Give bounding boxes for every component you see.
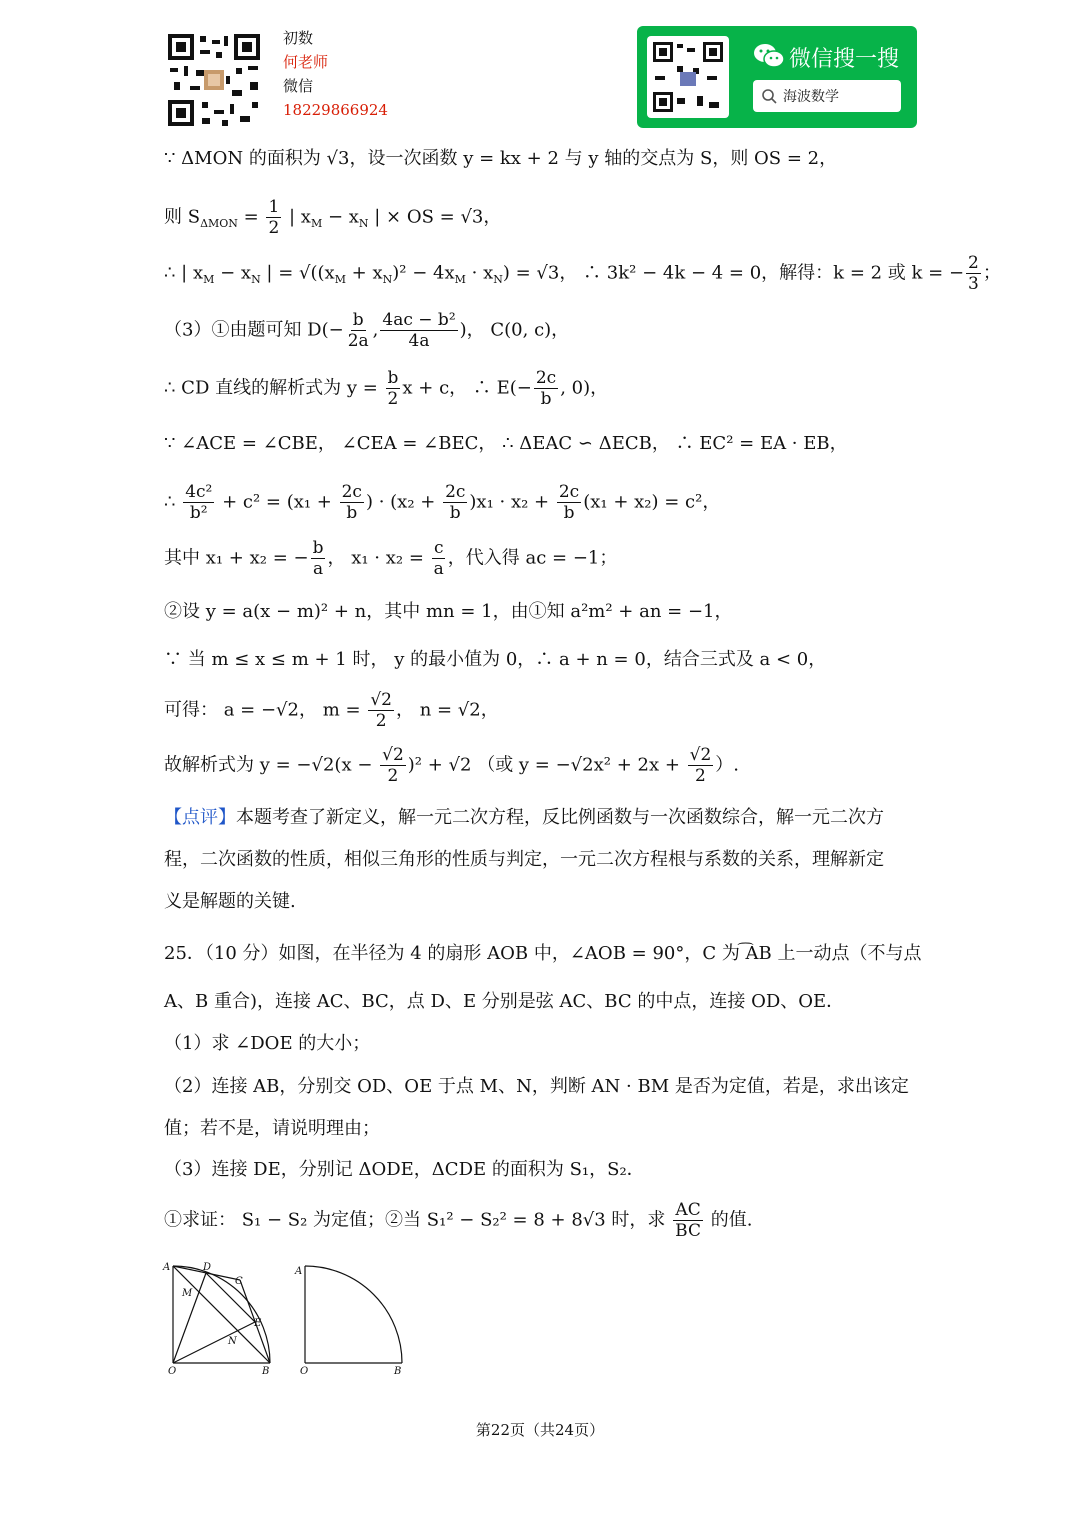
solution-line-6: ∵ ∠ACE = ∠CBE， ∠CEA = ∠BEC， ∴ ΔEAC ∽ ΔECB， ∴ EC² = EA · EB，: [164, 433, 848, 454]
fraction-two-thirds: $\frac{2}{3}$: [968, 253, 979, 294]
fig1-label-c: C: [235, 1276, 243, 1287]
question-line-3: （1）求 ∠DOE 的大小；: [164, 1033, 371, 1054]
fraction-2c-b-b: $\frac{2c}{b}$: [445, 482, 466, 523]
solution-line-5: ∴ CD 直线的解析式为 y = $\frac{b}{2}$ x + c， ∴ E(− $\frac{2c}{b}$ , 0)，: [164, 368, 609, 409]
fig2-label-a: A: [295, 1266, 303, 1277]
contact-line-3: 微信: [283, 77, 314, 95]
fig1-label-d: D: [203, 1262, 212, 1273]
solution-line-4: （3）①由题可知 D(− $\frac{b}{2a}$ , $\frac{\text{4ac − b²}}{4a}$ )， C(0, c)，: [164, 310, 570, 351]
comment-line-3: 义是解题的关键.: [164, 891, 296, 912]
question-line-1: 25．（10 分）如图，在半径为 4 的扇形 AOB 中，∠AOB = 90°，C 为 ͡AB 上一动点（不与点: [164, 943, 922, 964]
fraction-ac-bc: $\frac{AC}{BC}$: [675, 1200, 701, 1241]
wechat-search-input[interactable]: [753, 80, 901, 112]
fraction-2c-b-c: $\frac{2c}{b}$: [558, 482, 580, 523]
wechat-logo-icon: [753, 42, 785, 70]
fraction-b-2a: $\frac{b}{2a}$: [347, 310, 369, 351]
comment-line-2: 程，二次函数的性质，相似三角形的性质与判定，一元二次方程根与系数的关系，理解新定: [164, 849, 884, 870]
fraction-root2-2-a: $\frac{√2}{2}$: [382, 745, 404, 786]
page-footer: 第22页（共24页）: [475, 1421, 605, 1439]
figure-sector-blank: [292, 1258, 412, 1378]
solution-line-11: 可得： a = −√2， m = $\frac{√2}{2}$ ， n = √2，: [164, 690, 499, 731]
wechat-qr-code: [647, 36, 729, 118]
solution-line-8: 其中 x₁ + x₂ = − $\frac{b}{a}$ ， x₁ · x₂ = $\frac{c}{a}$ ，代入得 ac = −1；: [164, 538, 618, 579]
fraction-2c-b: $\frac{2c}{b}$: [535, 368, 557, 409]
fig2-label-o: O: [300, 1366, 309, 1377]
fraction-4ac-4a: $\frac{\text{4ac − b²}}{4a}$: [382, 310, 456, 351]
solution-line-7: ∴ $\frac{\text{4c²}}{\text{b²}}$ + c² = (x₁ + $\frac{2c}{b}$ ) · (x₂ + $\frac{2c}{b}$ )x₁ · x₂ + $\frac{2c}{b}$ (x₁ + x₂) = c²，: [164, 482, 721, 523]
solution-line-12: 故解析式为 y = −√2(x − $\frac{√2}{2}$ )² + √2 （或 y = −√2x² + 2x + $\frac{√2}{2}$ ）.: [164, 745, 740, 786]
question-line-2: A、B 重合)，连接 AC、BC，点 D、E 分别是弦 AC、BC 的中点，连接 OD、OE．: [164, 991, 845, 1012]
fig1-label-e: E: [254, 1318, 262, 1329]
contact-line-2: 何老师: [283, 53, 329, 71]
fig1-label-m: M: [182, 1288, 193, 1299]
fraction-b-a: $\frac{b}{a}$: [312, 538, 324, 579]
question-line-5: 值；若不是，请说明理由；: [164, 1118, 380, 1139]
fraction-4c2-b2: $\frac{\text{4c²}}{\text{b²}}$: [185, 482, 213, 523]
fraction-b-2: $\frac{b}{2}$: [387, 368, 399, 409]
fraction-root2-2-b: $\frac{√2}{2}$: [689, 745, 712, 786]
figure-sector-with-construction: [160, 1258, 280, 1378]
wechat-search-banner[interactable]: [637, 26, 917, 128]
comment-line-1: 【点评】本题考查了新定义，解一元二次方程，反比例函数与一次函数综合，解一元二次方: [164, 807, 884, 828]
fig2-label-b: B: [394, 1366, 402, 1377]
question-line-6: （3）连接 DE，分别记 ΔODE，ΔCDE 的面积为 S₁，S₂．: [164, 1159, 645, 1180]
fig1-label-n: N: [228, 1336, 237, 1347]
solution-line-9: ②设 y = a(x − m)² + n，其中 mn = 1，由①知 a²m² + an = −1，: [164, 601, 733, 622]
solution-line-10: ∵ 当 m ≤ x ≤ m + 1 时， y 的最小值为 0，∴ a + n = 0，结合三式及 a < 0，: [164, 649, 827, 670]
fig1-label-a: A: [163, 1262, 171, 1273]
solution-line-2: 则 $S_{\Delta MON}$ = $\frac{1}{2}$ | $x_M - x_N$ | × OS = √3，: [164, 197, 502, 238]
wechat-search-title: 微信搜一搜: [789, 47, 900, 72]
contact-phone: 18229866924: [283, 101, 388, 119]
fig1-label-o: O: [168, 1366, 177, 1377]
question-line-7: ①求证： S₁ − S₂ 为定值；②当 S₁² − S₂² = 8 + 8√3 时，求 $\frac{AC}{BC}$ 的值.: [164, 1200, 753, 1241]
comment-tag: 【点评】: [164, 807, 236, 828]
fraction-c-a: $\frac{c}{a}$: [433, 538, 444, 579]
qr-code-contact: [166, 32, 262, 128]
solution-line-3: ∴ | $x_M - x_N$ | = $√((x_M + x_N)^2 - 4x_M \cdot x_N) = √3$， ∴ 3k² − 4k − 4 = 0，解得：k = 2 或 k = − $\frac{2}{3}$ ；: [164, 253, 1001, 294]
fig1-label-b: B: [262, 1366, 270, 1377]
fraction-2c-b-a: $\frac{2c}{b}$: [341, 482, 362, 523]
solution-line-1: ∵ ΔMON 的面积为 √3，设一次函数 y = kx + 2 与 y 轴的交点为 S，则 OS = 2，: [164, 148, 838, 169]
contact-line-1: 初数: [283, 29, 314, 47]
question-line-4: （2）连接 AB，分别交 OD、OE 于点 M、N，判断 AN · BM 是否为定值，若是，求出该定: [164, 1076, 909, 1097]
wechat-search-text: 海波数学: [783, 89, 839, 105]
fraction-half: $\frac{1}{2}$: [268, 197, 280, 238]
fraction-root2-2: $\frac{√2}{2}$: [370, 690, 392, 731]
search-icon: [761, 88, 777, 104]
